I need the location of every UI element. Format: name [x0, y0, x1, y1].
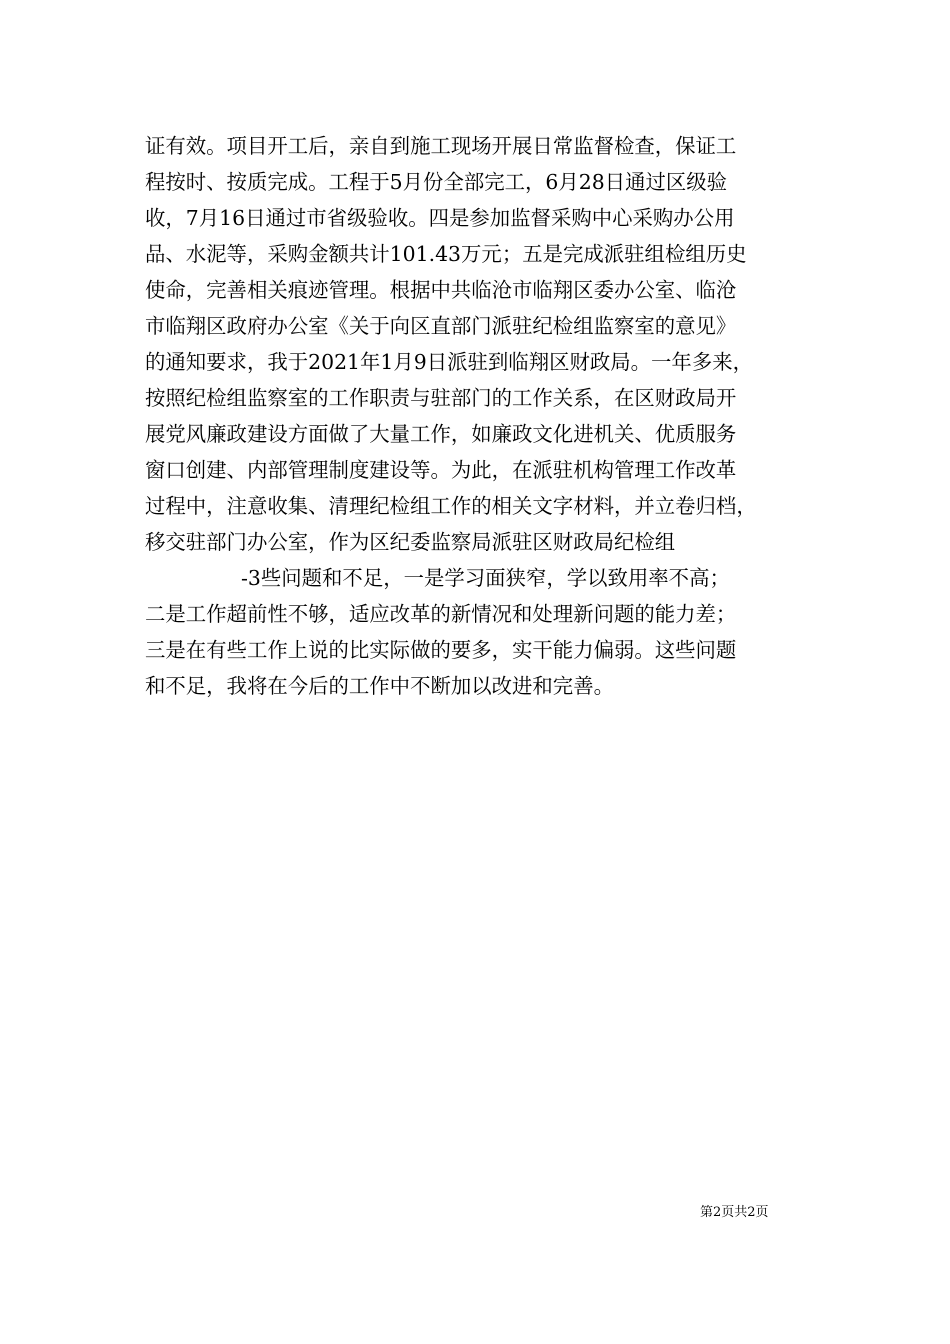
- text-line: 窗口创建、内部管理制度建设等。为此，在派驻机构管理工作改革: [145, 458, 737, 482]
- text-line: 市临翔区政府办公室《关于向区直部门派驻纪检组监察室的意见》: [145, 314, 737, 338]
- text-line: 收，7月16日通过市省级验收。四是参加监督采购中心采购办公用: [145, 206, 735, 230]
- text-line-indented: -3些问题和不足，一是学习面狭窄，学以致用率不高；: [241, 566, 730, 590]
- text-line: 展党风廉政建设方面做了大量工作，如廉政文化进机关、优质服务: [145, 422, 737, 446]
- text-line: 按照纪检组监察室的工作职责与驻部门的工作关系，在区财政局开: [145, 386, 737, 410]
- text-line: 过程中，注意收集、清理纪检组工作的相关文字材料，并立卷归档，: [145, 494, 757, 518]
- page-number-footer: 第2页共2页: [700, 1205, 769, 1220]
- text-line: 和不足，我将在今后的工作中不断加以改进和完善。: [145, 674, 614, 698]
- text-line: 品、水泥等，采购金额共计101.43万元；五是完成派驻组检组历史: [145, 242, 747, 266]
- text-line: 使命，完善相关痕迹管理。根据中共临沧市临翔区委办公室、临沧: [145, 278, 737, 302]
- text-line: 程按时、按质完成。工程于5月份全部完工，6月28日通过区级验: [145, 170, 728, 194]
- text-line: 三是在有些工作上说的比实际做的要多，实干能力偏弱。这些问题: [145, 638, 737, 662]
- body-text: [145, 128, 825, 704]
- text-line: 移交驻部门办公室，作为区纪委监察局派驻区财政局纪检组: [145, 530, 676, 554]
- text-line: 二是工作超前性不够，适应改革的新情况和处理新问题的能力差；: [145, 602, 737, 626]
- text-line: 证有效。项目开工后，亲自到施工现场开展日常监督检查，保证工: [145, 134, 737, 158]
- text-line: 的通知要求，我于2021年1月9日派驻到临翔区财政局。一年多来，: [145, 350, 753, 374]
